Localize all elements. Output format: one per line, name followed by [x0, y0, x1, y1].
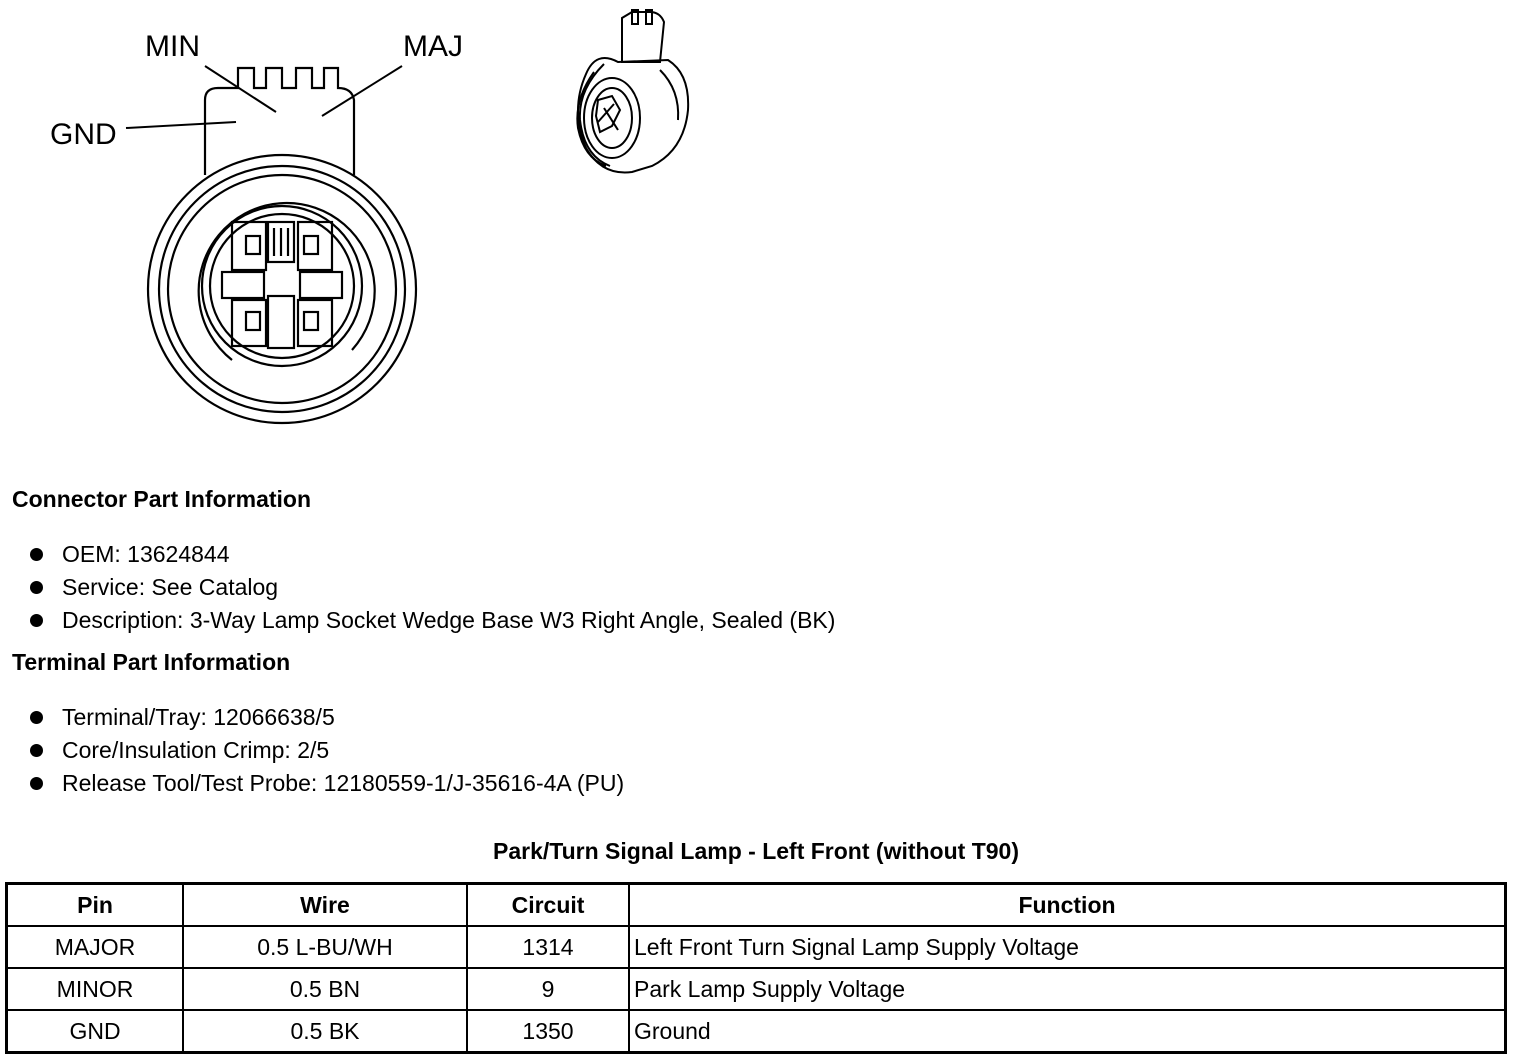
- list-item: [28, 767, 624, 800]
- list-item: [28, 604, 835, 637]
- item-text: Terminal/Tray: 12066638/5: [62, 704, 335, 730]
- connector-info-list: [28, 538, 835, 637]
- header-wire: Wire: [183, 884, 467, 927]
- connector-face-view-icon: [148, 68, 416, 423]
- leader-lines: [126, 66, 402, 128]
- bullet-icon: [30, 711, 43, 724]
- bullet-icon: [30, 581, 43, 594]
- cell-circuit: 1314: [467, 926, 629, 968]
- cell-function: Ground: [629, 1010, 1506, 1053]
- item-text: Description: 3-Way Lamp Socket Wedge Base W3 Right Angle, Sealed (BK): [62, 607, 836, 633]
- list-item: [28, 701, 624, 734]
- connector-info-heading: Connector Part Information: [12, 486, 312, 512]
- list-item: [28, 571, 835, 604]
- header-function: Function: [629, 884, 1506, 927]
- table-row: [7, 968, 1506, 1010]
- bullet-icon: [30, 548, 43, 561]
- item-text: Release Tool/Test Probe: 12180559-1/J-35616-4A (PU): [62, 770, 625, 796]
- cell-function: Left Front Turn Signal Lamp Supply Voltage: [629, 926, 1506, 968]
- item-text: Core/Insulation Crimp: 2/5: [62, 737, 330, 763]
- bullet-icon: [30, 744, 43, 757]
- header-circuit: Circuit: [467, 884, 629, 927]
- pin-table-title: Park/Turn Signal Lamp - Left Front (without T90): [492, 838, 1019, 864]
- cell-circuit: 9: [467, 968, 629, 1010]
- table-row: [7, 926, 1506, 968]
- bullet-icon: [30, 777, 43, 790]
- maj-label: MAJ: [403, 30, 463, 63]
- cell-wire: 0.5 BK: [183, 1010, 467, 1053]
- terminal-info-list: [28, 701, 624, 800]
- cell-pin: MAJOR: [7, 926, 184, 968]
- table-header-row: [7, 884, 1506, 927]
- terminal-info-heading: Terminal Part Information: [12, 649, 291, 675]
- item-text: OEM: 13624844: [62, 541, 230, 567]
- item-text: Service: See Catalog: [62, 574, 279, 600]
- pin-table: [5, 882, 1507, 1054]
- min-label: MIN: [145, 30, 200, 63]
- list-item: [28, 538, 835, 571]
- connector-diagram: [0, 0, 760, 440]
- header-pin: Pin: [7, 884, 184, 927]
- cell-pin: MINOR: [7, 968, 184, 1010]
- cell-function: Park Lamp Supply Voltage: [629, 968, 1506, 1010]
- bullet-icon: [30, 614, 43, 627]
- cell-wire: 0.5 BN: [183, 968, 467, 1010]
- list-item: [28, 734, 624, 767]
- cell-pin: GND: [7, 1010, 184, 1053]
- gnd-label: GND: [50, 118, 117, 151]
- connector-3d-view-icon: [577, 10, 688, 173]
- table-row: [7, 1010, 1506, 1053]
- cell-circuit: 1350: [467, 1010, 629, 1053]
- cell-wire: 0.5 L-BU/WH: [183, 926, 467, 968]
